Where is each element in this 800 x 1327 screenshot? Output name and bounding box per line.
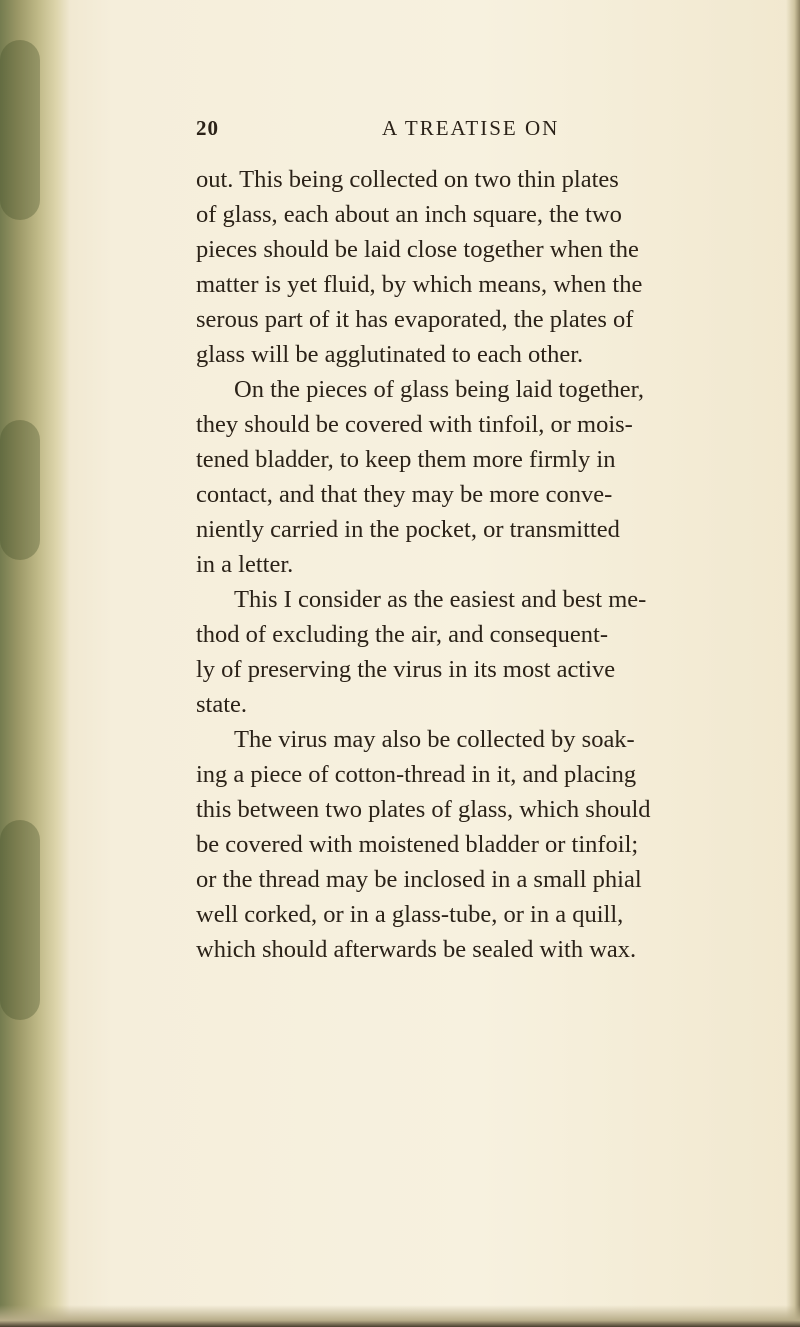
text-line: thod of excluding the air, and consequent- bbox=[196, 621, 608, 648]
binding-stain bbox=[0, 40, 40, 220]
running-head: A TREATISE ON bbox=[382, 116, 560, 140]
body-text bbox=[196, 162, 756, 967]
text-line: be covered with moistened bladder or tinfoil; bbox=[196, 831, 639, 858]
page-right-edge bbox=[786, 0, 800, 1327]
page-number: 20 bbox=[196, 116, 219, 140]
text-line: serous part of it has evaporated, the plates of bbox=[196, 306, 634, 333]
text-line: or the thread may be inclosed in a small phial bbox=[196, 866, 642, 893]
text-line: which should afterwards be sealed with wax. bbox=[196, 936, 637, 963]
text-line: glass will be agglutinated to each other. bbox=[196, 341, 584, 368]
text-line: The virus may also be collected by soak- bbox=[234, 726, 635, 753]
text-line: in a letter. bbox=[196, 551, 294, 578]
text-line: ly of preserving the virus in its most active bbox=[196, 656, 616, 683]
text-line: they should be covered with tinfoil, or mois- bbox=[196, 411, 633, 438]
text-line: ing a piece of cotton-thread in it, and placing bbox=[196, 761, 637, 788]
text-line: contact, and that they may be more conve- bbox=[196, 481, 613, 508]
text-line: niently carried in the pocket, or transmitted bbox=[196, 516, 620, 543]
text-line: well corked, or in a glass-tube, or in a quill, bbox=[196, 901, 624, 928]
page-bottom-edge bbox=[0, 1305, 800, 1327]
binding-stain bbox=[0, 820, 40, 1020]
text-line: out. This being collected on two thin plates bbox=[196, 166, 619, 193]
text-line: of glass, each about an inch square, the two bbox=[196, 201, 622, 228]
page-header bbox=[196, 116, 606, 146]
text-line: tened bladder, to keep them more firmly in bbox=[196, 446, 616, 473]
text-line: state. bbox=[196, 691, 248, 718]
text-line: On the pieces of glass being laid together, bbox=[234, 376, 644, 403]
text-line: pieces should be laid close together when the bbox=[196, 236, 639, 263]
text-line: matter is yet fluid, by which means, when the bbox=[196, 271, 643, 298]
binding-stain bbox=[0, 420, 40, 560]
text-line: this between two plates of glass, which should bbox=[196, 796, 651, 823]
text-line: This I consider as the easiest and best me- bbox=[234, 586, 647, 613]
